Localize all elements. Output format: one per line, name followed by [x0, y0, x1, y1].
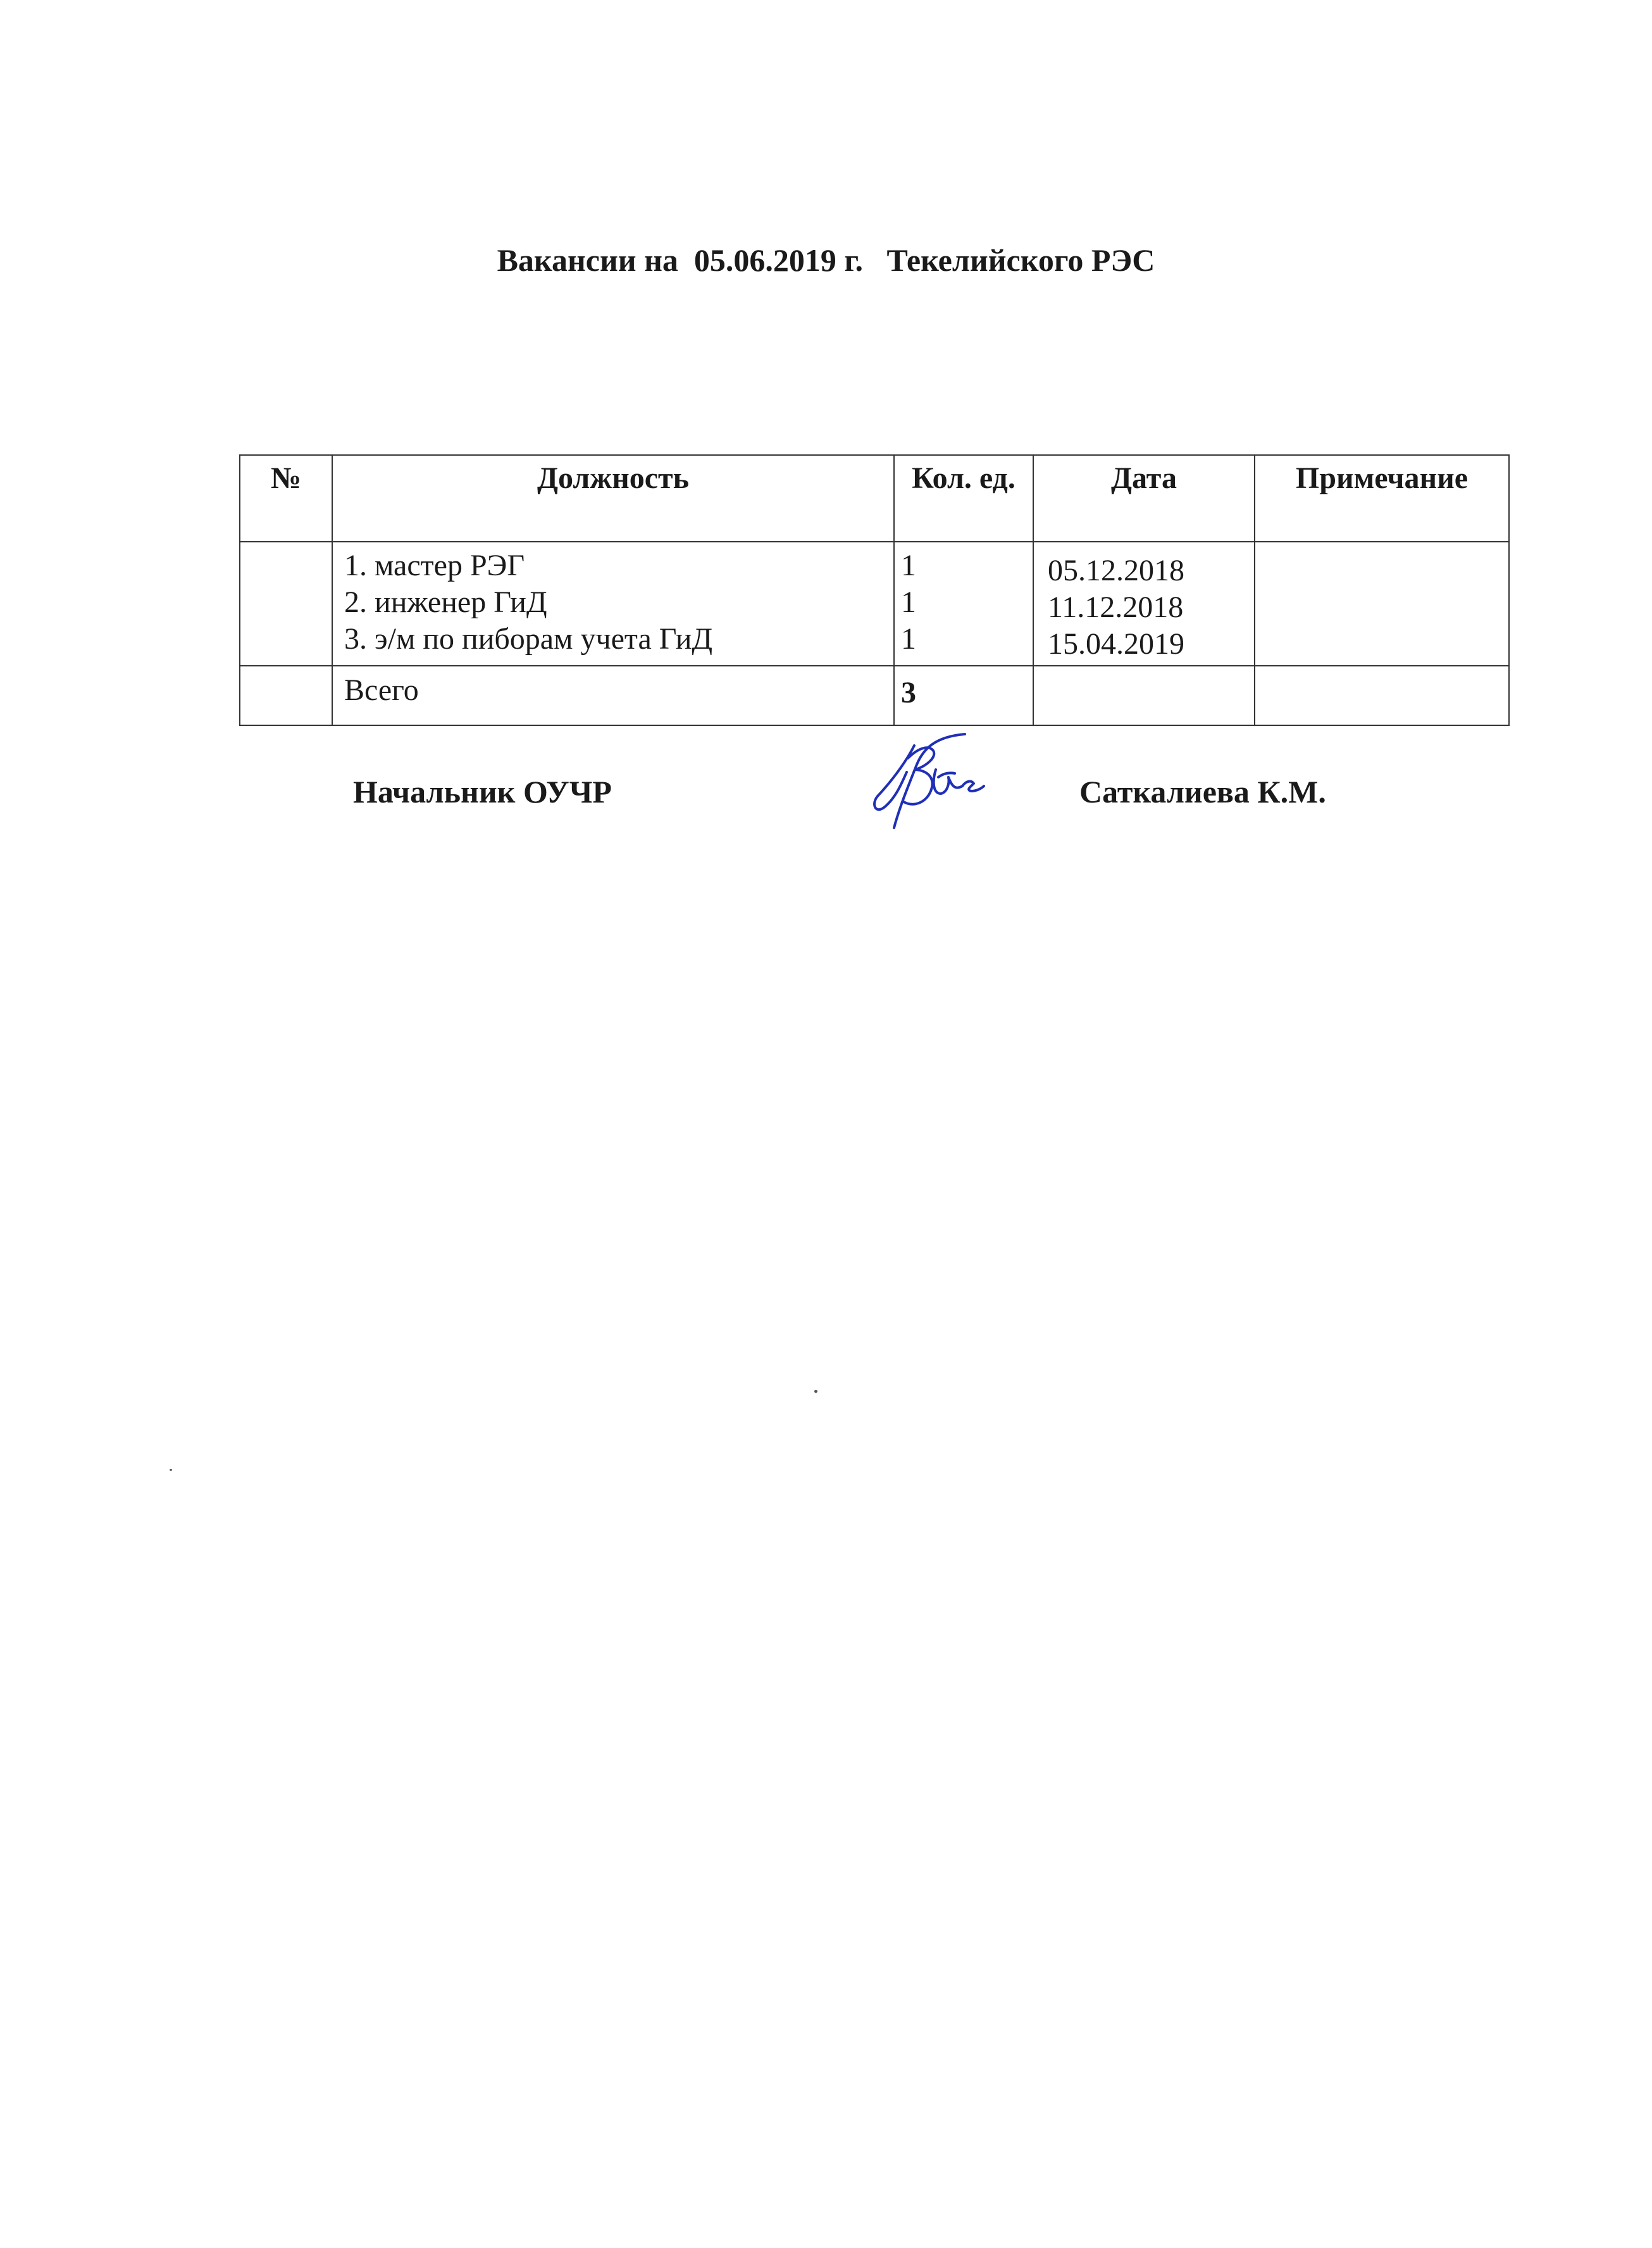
cell-quantities: [894, 542, 1033, 666]
table-header-row: [240, 455, 1509, 542]
header-qty: [894, 455, 1033, 542]
signatory-title: Начальник ОУЧР: [353, 774, 612, 809]
document-title: Вакансии на 05.06.2019 г. Текелийского РЭС: [497, 242, 1155, 278]
header-position: Должность: [332, 455, 894, 542]
table-total-row: [240, 666, 1509, 725]
table-row: [240, 542, 1509, 666]
date-item: 15.04.2019: [1048, 627, 1184, 661]
cell-num: [240, 542, 332, 666]
total-label: Всего: [332, 666, 894, 725]
vacancies-table: [239, 454, 1510, 726]
date-item: 05.12.2018: [1048, 554, 1184, 587]
header-qty-line1: Кол.: [912, 461, 972, 495]
signatory-name: Саткалиева К.М.: [1079, 774, 1326, 809]
signature-strokes: [874, 734, 984, 828]
header-num: №: [240, 455, 332, 542]
cell-date: [1033, 666, 1255, 725]
header-note: Примечание: [1255, 455, 1509, 542]
cell-dates: [1033, 542, 1255, 666]
cell-note: [1255, 666, 1509, 725]
header-qty-line2: ед.: [979, 461, 1015, 495]
signature-image: [870, 733, 997, 840]
position-item: 2. инженер ГиД: [344, 585, 547, 619]
qty-item: 1: [901, 585, 916, 619]
date-item: 11.12.2018: [1048, 590, 1184, 624]
cell-positions: [332, 542, 894, 666]
qty-item: 1: [901, 622, 916, 656]
header-date: Дата: [1033, 455, 1255, 542]
cell-note: [1255, 542, 1509, 666]
total-value: 3: [894, 666, 1033, 725]
scan-speck: [814, 1390, 817, 1393]
cell-num: [240, 666, 332, 725]
position-item: 3. э/м по пиборам учета ГиД: [344, 622, 713, 656]
scan-speck: [170, 1469, 172, 1471]
qty-item: 1: [901, 549, 916, 582]
position-item: 1. мастер РЭГ: [344, 549, 525, 582]
